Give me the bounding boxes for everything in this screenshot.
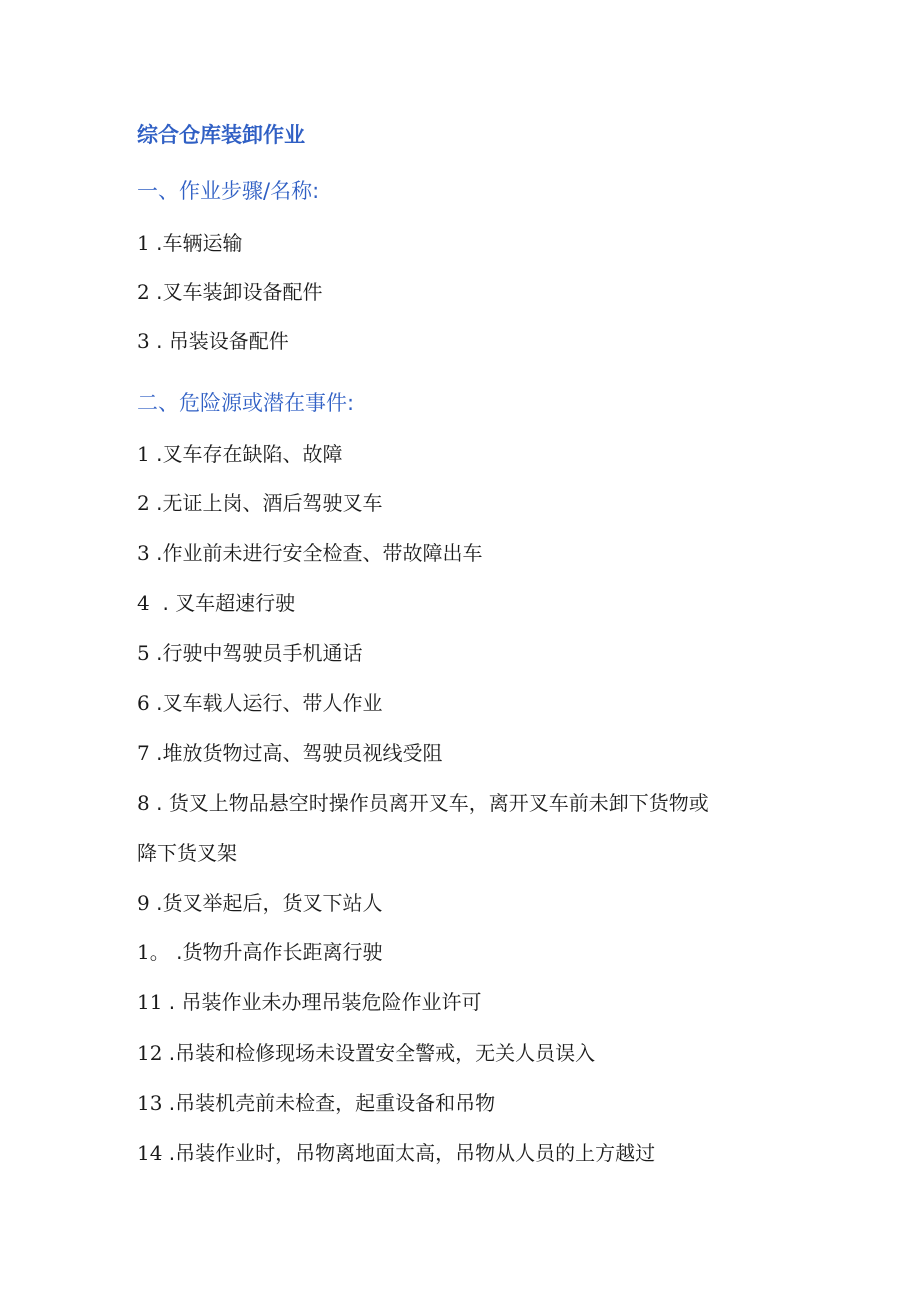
item-text: 货叉上物品悬空时操作员离开叉车，离开叉车前未卸下货物或 (168, 791, 709, 815)
item-separator: . (149, 329, 169, 353)
item-separator: . (162, 990, 182, 1014)
section-heading-hazards: 二、危险源或潜在事件: (137, 391, 355, 415)
item-separator: . (149, 791, 169, 815)
item-number: 7 (137, 741, 150, 765)
item-separator: . (149, 280, 163, 304)
item-text: 无证上岗、酒后驾驶叉车 (162, 491, 383, 515)
item-number: 11 (137, 990, 163, 1014)
list-item (137, 888, 382, 918)
item-separator: . (149, 691, 163, 715)
list-item (137, 538, 482, 568)
item-number: 1 (137, 231, 150, 255)
list-item (137, 326, 289, 356)
list-item (137, 1038, 595, 1068)
item-number: 6 (137, 691, 150, 715)
item-text: 车辆运输 (162, 231, 243, 255)
list-item (137, 1088, 495, 1118)
list-item (137, 788, 709, 818)
list-item (137, 277, 322, 307)
item-text: 货物升高作长距离行驶 (182, 940, 383, 964)
item-separator: . (149, 641, 163, 665)
item-number: 3 (137, 541, 150, 565)
item-number: 8 (137, 791, 150, 815)
list-item (137, 588, 295, 618)
list-item-continuation: 降下货叉架 (137, 841, 237, 865)
item-separator: . (162, 1091, 176, 1115)
item-number: 1 (137, 442, 150, 466)
item-text: 堆放货物过高、驾驶员视线受阻 (162, 741, 443, 765)
item-text: 吊装机壳前未检查，起重设备和吊物 (175, 1091, 496, 1115)
item-text: 叉车存在缺陷、故障 (162, 442, 343, 466)
item-number: 1。 (137, 940, 170, 964)
item-text: 货叉举起后，货叉下站人 (162, 891, 383, 915)
section-heading-steps: 一、作业步骤/名称: (137, 179, 320, 203)
item-separator: . (149, 741, 163, 765)
document-title: 综合仓库装卸作业 (137, 123, 305, 147)
list-item (137, 987, 482, 1017)
item-text: 叉车载人运行、带人作业 (162, 691, 383, 715)
item-number: 2 (137, 491, 150, 515)
item-separator: . (149, 491, 163, 515)
list-item (137, 738, 442, 768)
item-text: 吊装设备配件 (168, 329, 289, 353)
item-number: 13 (137, 1091, 163, 1115)
item-text: 叉车超速行驶 (175, 591, 296, 615)
item-separator: . (162, 1141, 176, 1165)
list-item (137, 937, 382, 967)
list-item (137, 439, 342, 469)
item-separator: . (149, 891, 163, 915)
item-number: 9 (137, 891, 150, 915)
item-text: 吊装和检修现场未设置安全警戒，无关人员误入 (175, 1041, 596, 1065)
item-number: 3 (137, 329, 150, 353)
list-item (137, 688, 382, 718)
item-separator: . (162, 1041, 176, 1065)
item-number: 12 (137, 1041, 163, 1065)
item-number: 2 (137, 280, 150, 304)
item-separator: . (149, 541, 163, 565)
item-text: 行驶中驾驶员手机通话 (162, 641, 363, 665)
item-number: 14 (137, 1141, 163, 1165)
item-separator: . (149, 231, 163, 255)
item-separator: . (149, 591, 176, 615)
list-item (137, 638, 362, 668)
list-item (137, 1138, 655, 1168)
item-separator: . (169, 940, 183, 964)
item-text: 吊装作业未办理吊装危险作业许可 (181, 990, 482, 1014)
item-text: 叉车装卸设备配件 (162, 280, 323, 304)
item-text: 吊装作业时，吊物离地面太高，吊物从人员的上方越过 (175, 1141, 656, 1165)
list-item (137, 488, 382, 518)
item-separator: . (149, 442, 163, 466)
item-text: 作业前未进行安全检查、带故障出车 (162, 541, 483, 565)
list-item (137, 228, 242, 258)
item-number: 4 (137, 591, 150, 615)
item-number: 5 (137, 641, 150, 665)
